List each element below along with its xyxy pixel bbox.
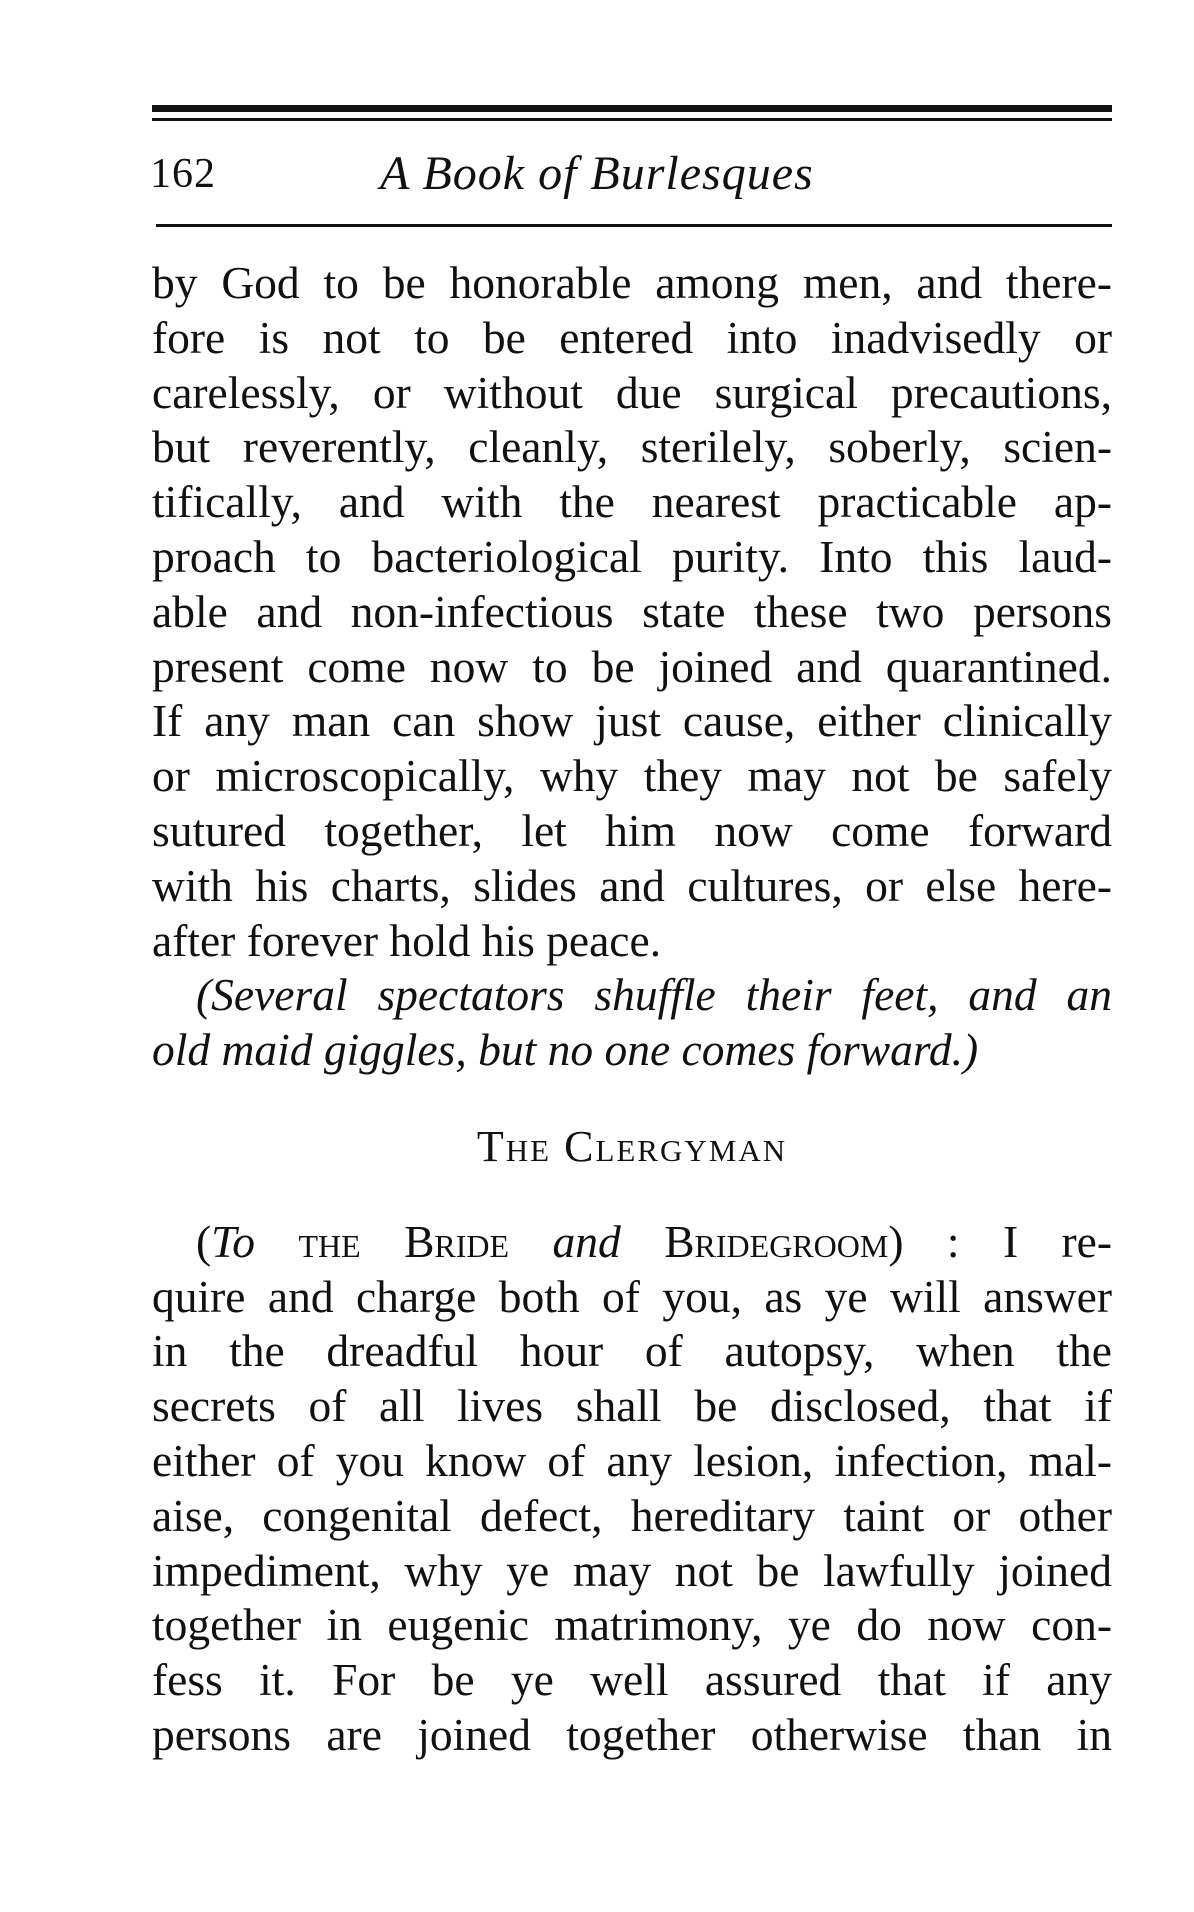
text-line: by God to be honorable among men, and there- [152,257,1112,308]
header-rule-thin [152,118,1112,121]
text-line: secrets of all lives shall be disclosed, that if [152,1380,1112,1432]
text-line: with his charts, slides and cultures, or else here- [152,859,1112,911]
text-line: aise, congenital defect, hereditary taint or other [152,1489,1112,1541]
text-line: able and non-infectious state these two persons [152,585,1112,637]
text-line: persons are joined together otherwise than in [152,1708,1112,1760]
page-body [152,256,1112,1763]
text-line: but reverently, cleanly, sterilely, soberly, scien- [152,421,1112,473]
text-line: carelessly, or without due surgical precautions, [152,366,1112,418]
text-line: or microscopically, why they may not be safely [152,750,1112,802]
page-header [150,146,1110,206]
text-line: fess it. For be ye well assured that if any [152,1654,1112,1706]
text-line: present come now to be joined and quarantined. [152,640,1112,692]
text-line: in the dreadful hour of autopsy, when the [152,1325,1112,1377]
text-line: either of you know of any lesion, infection, mal- [152,1434,1112,1486]
address-bridegroom: Bridegroom [664,1215,889,1267]
stage-direction-line: old maid giggles, but no one comes forward.) [152,1024,979,1076]
text-line: quire and charge both of you, as ye will answer [152,1270,1112,1322]
speaker-heading: The Clergyman [476,1121,788,1171]
address-bride: the Bride [298,1215,510,1267]
address-close: ) : [888,1215,960,1267]
address-rest: I re- [1002,1215,1113,1267]
text-line: after forever hold his peace. [152,914,662,966]
text-line: sutured together, let him now come forward [152,804,1112,856]
text-line: proach to bacteriological purity. Into this laud- [152,530,1112,582]
header-rule-thick [152,105,1112,112]
text-line: fore is not to be entered into inadvisedly or [152,311,1112,363]
text-line: impediment, why ye may not be lawfully joined [152,1544,1112,1596]
open-paren: ( [196,1215,212,1267]
text-line: If any man can show just cause, either clinically [152,695,1112,747]
address-and: and [552,1215,621,1267]
stage-direction-line: (Several spectators shuffle their feet, and an [196,969,1112,1021]
text-line: together in eugenic matrimony, ye do now con- [152,1599,1112,1651]
address-line [152,1215,1112,1270]
header-rule-bottom [156,224,1112,227]
address-to: To [211,1215,256,1267]
text-line: tifically, and with the nearest practicable ap- [152,476,1112,528]
running-title: A Book of Burlesques [380,147,814,200]
page-number: 162 [150,151,216,197]
